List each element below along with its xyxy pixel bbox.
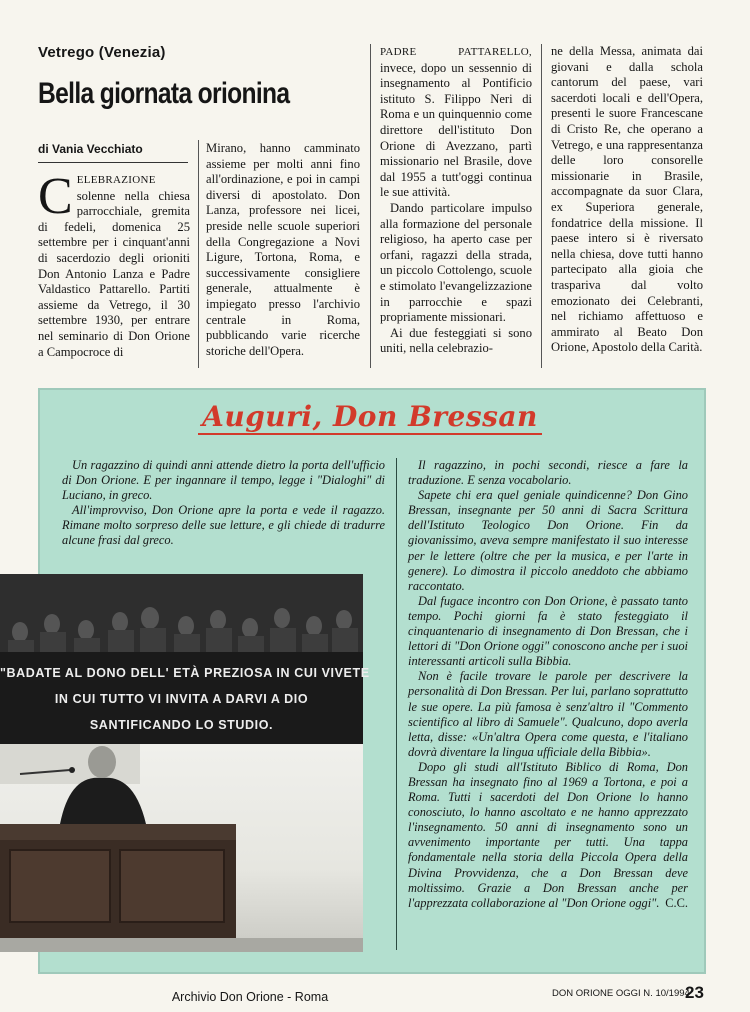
banner-line: IN CUI TUTTO VI INVITA A DARVI A DIO [54,692,309,706]
photo-lower-scene [0,744,363,952]
banner-line: SANTIFICANDO LO STUDIO. [89,718,274,732]
column-3-paragraph [380,44,532,201]
lead-in: ELEBRAZIONE [76,174,156,186]
box-paragraph: Un ragazzino di quindi anni attende dietro la porta dell'ufficio di Don Orione. E per ingannare il tempo, legge i "Dialoghi" di Luciano, in greco. [62,458,385,503]
box-paragraph: Il ragazzino, in pochi secondi, riesce a fare la traduzione. E senza vocabolario. [408,458,688,488]
article-column-3 [380,44,532,357]
lead-in: PADRE PATTARELLO, [380,46,532,58]
box-left-column [62,458,385,549]
speaker-at-desk [0,744,363,952]
box-divider [396,458,397,950]
box-paragraph: Sapete chi era quel geniale quindicenne? Don Gino Bressan, insegnante per 50 anni di Sacra Scrittura dell'Istituto Teologico Don Orione. Fin da giovanissimo, aveva sempre manifestato il suo interesse per le lettere (oltre che per la musica, e per l'arte in genere). Lo dimostra il piccolo aneddoto che abbiamo raccontato. [408,488,688,593]
box-right-column [408,458,688,911]
column-1-paragraph [38,168,190,360]
box-paragraph: Non è facile trovare le parole per descrivere la personalità di Don Bressan. Per lui, parlano soprattutto le sue opere. La più famosa è senz'altro il "Commento scientifico al libro di Samuele". Qualcuno, dopo averla letta, disse: «Un'altra Opera come questa, e l'italiano dovrà diventare la lingua ufficiale della Bibbia». [408,669,688,759]
column-divider [198,140,199,368]
column-3-text: invece, dopo un sessennio di insegnamento al Pontificio istituto S. Filippo Neri di Roma e un quinquennio come direttore dell'istituto Don Orione di Avezzano, partì missionario nel Brasile, dove dal 1955 a tutt'oggi continua le sue attività. [380,60,532,200]
article-kicker: Vetrego (Venezia) [38,44,166,61]
page-number: 23 [685,983,704,1002]
column-1-text: solenne nella chiesa parrocchiale, gremita di fedeli, domenica 25 settembre per i cinquant'anni di sacerdozio degli orioniti Don Antonio Lanza e Padre Valdastico Pattarello. Partiti assieme da Vetrego, il 30 settembre 1930, per entrare nel seminario di Don Orione a Campocroce di [38,188,190,359]
byline-rule [38,162,188,163]
column-3-paragraph: Ai due festeggiati si sono uniti, nella celebrazio- [380,325,532,356]
box-signature: C.C. [665,895,688,910]
column-2-text: Mirano, hanno camminato assieme per molti anni fino all'ordinazione, e poi in campi diversi di apostolato. Don Lanza, professore nei licei, preside nelle scuole superiori della Congregazione a Novi Ligure, Tortona, Roma, e successivamente consigliere generale, attualmente è impiegato presso l'archivio centrale in Roma, pubblicando varie ricerche storiche dell'Opera. [206,141,360,358]
banner-line: "BADATE AL DONO DELL' ETÀ PREZIOSA IN CUI VIVETE [0,666,370,680]
box-paragraph: Dal fugace incontro con Don Orione, è passato tanto tempo. Pochi giorni fa è stato festeggiato il cinquantenario di insegnamento di Don Bressan, che i lettori di "Don Orione oggi" conoscono anche per i suoi interessanti articoli sulla Bibbia. [408,593,688,669]
article-byline: di Vania Vecchiato [38,142,143,156]
box-title-text: Auguri, Don Bressan [198,400,542,435]
box-paragraph: All'improvviso, Don Orione apre la porta e vede il ragazzo. Rimane molto sorpreso delle sue letture, e gli chiede di tradurre alcune frasi dal greco. [62,503,385,548]
article-column-4 [551,44,703,356]
column-divider [370,44,371,368]
column-divider [541,44,542,368]
article-column-2 [206,141,360,359]
box-title [38,400,702,433]
photo-banner [0,652,370,744]
archive-credit: Archivio Don Orione - Roma [171,990,329,1004]
column-3-paragraph: Dando particolare impulso alla formazione del personale religioso, ha aperto case per orfani, ragazzi della strada, un piccolo Cottolengo, scuole e stimolato l'evangelizzazione in parrocchie e spazi propriamente missionari. [380,200,532,325]
article-title: Bella giornata orionina [38,77,290,110]
magazine-issue: DON ORIONE OGGI N. 10/1994 [552,988,690,999]
box-paragraph: Dopo gli studi all'Istituto Biblico di Roma, Don Bressan ha insegnato fino al 1969 a Tortona, e poi a Roma. Tutti i sacerdoti del Don Orione lo hanno conosciuto, lo hanno ascoltato e ne hanno apprezzato l'insegnamento. 50 anni di insegnamento sono un avvenimento importante per tutti. Una tappa fondamentale nella storia della Piccola Opera della Divina Provvidenza, che a Don Bressan deve moltissimo. Grazie a Don Bressan anche per l'apprezzata collaborazione al "Don Orione oggi". [408,759,688,910]
article-column-1 [38,168,190,360]
column-4-text: ne della Messa, animata dai giovani e dalla schola cantorum del paese, vari sacerdoti locali e dell'Opera, presenti le suore Francescane di Cristo Re, che operano a Vetrego, e una rappresentanza delle loro consorelle missionarie in Brasile, accompagnate da suor Clara, ex Superiora generale, fondatrice della missione. Il paese intero si è riversato nella chiesa, dove tutti hanno partecipato alla gioia che traspariva dal volto emozionato dei Celebranti, nel richiamo affettuoso e ammirato al Beato Don Orione, Apostolo della Carità. [551,44,703,355]
dropcap: C [38,168,73,225]
